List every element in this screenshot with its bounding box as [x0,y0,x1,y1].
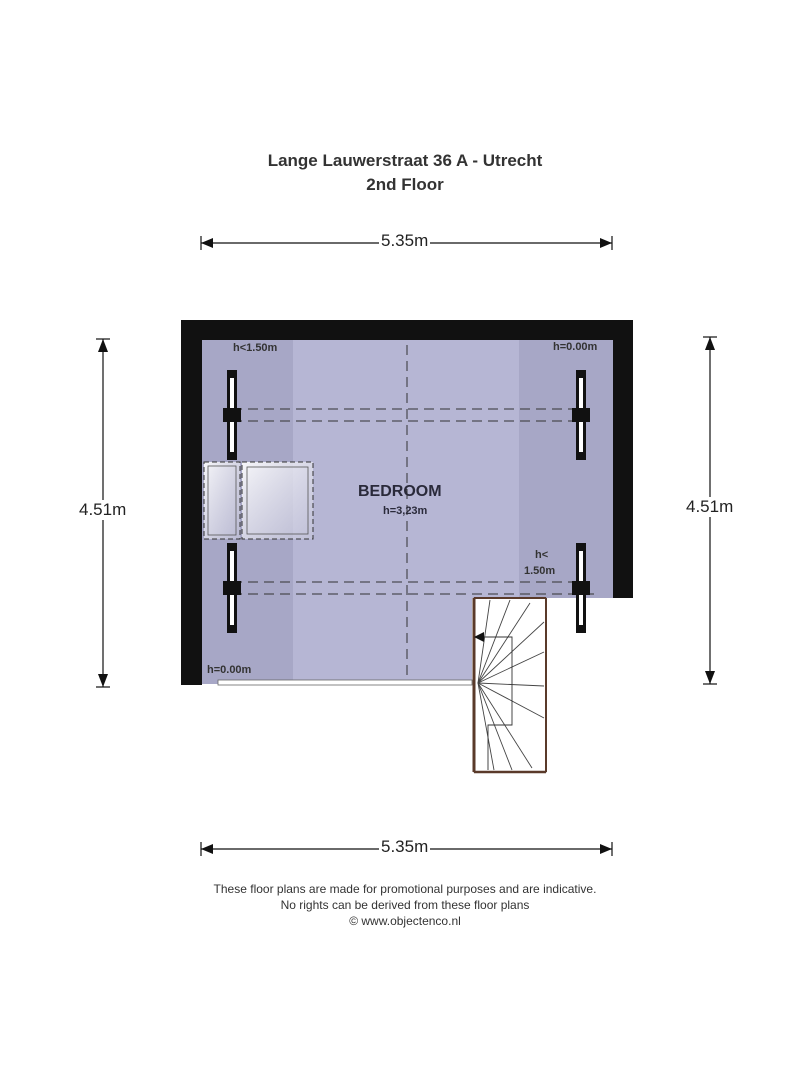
height-label-right-mid-1: h< [535,549,549,561]
room-name-bedroom: BEDROOM [358,483,442,500]
disclaimer-line-1: These floor plans are made for promotional purposes and are indicative. [213,882,597,896]
disclaimer-line-2: No rights can be derived from these floor plans [280,898,530,912]
height-label-top-left: h<1.50m [233,342,278,354]
spiral-staircase [474,598,546,772]
height-label-top-right: h=0.00m [553,341,598,353]
floor-title: 2nd Floor [366,175,444,194]
skylight-left [204,462,240,539]
plan-address-title: Lange Lauwerstraat 36 A - Utrecht [267,151,543,170]
left-height-label: 4.51m [79,500,127,519]
room-height-bedroom: h=3,23m [383,505,428,517]
copyright-line: © www.objectenco.nl [349,914,461,928]
bottom-railing [218,680,472,685]
bottom-width-label: 5.35m [381,837,429,856]
low-ceiling-zone-right [519,340,614,598]
height-label-bottom-left: h=0.00m [207,664,252,676]
top-width-label: 5.35m [381,231,429,250]
skylight-right [242,462,313,539]
right-height-label: 4.51m [686,497,734,516]
height-label-right-mid-2: 1.50m [524,565,556,577]
